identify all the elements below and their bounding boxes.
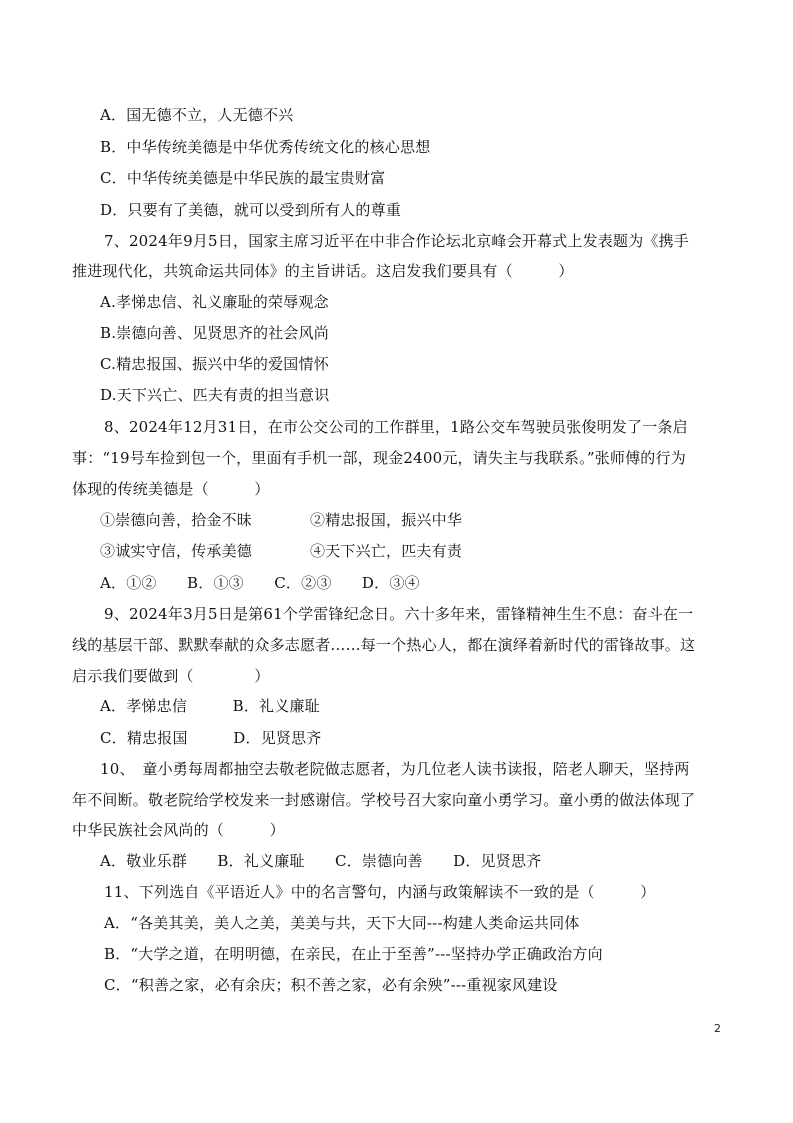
q9-stem-line1: 9、2024年3月5日是第61个学雷锋纪念日。六十多年来，雷锋精神生生不息：奋斗在一	[104, 605, 694, 623]
q11-stem: 11、下列选自《平语近人》中的名言警句，内涵与政策解读不一致的是（ ）	[104, 883, 656, 901]
q7-stem-line2: 推进现代化，共筑命运共同体》的主旨讲话。这启发我们要具有（ ）	[72, 262, 574, 280]
q10-stem-line3: 中华民族社会风尚的（ ）	[72, 821, 285, 839]
q7-option-d: D.天下兴亡、匹夫有责的担当意识	[100, 386, 330, 404]
q7-option-a: A.孝悌忠信、礼义廉耻的荣辱观念	[100, 293, 329, 311]
q10-stem-line1: 10、 童小勇每周都抽空去敬老院做志愿者，为几位老人读书读报，陪老人聊天，坚持两	[100, 760, 690, 778]
q9-stem-line2: 线的基层干部、默默奉献的众多志愿者……每一个热心人，都在演绎着新时代的雷锋故事。这	[72, 636, 696, 654]
q8-statements-row1	[100, 509, 462, 531]
q7-option-c: C.精忠报国、振兴中华的爱国情怀	[100, 355, 329, 373]
q9-options-ab: A．孝悌忠信 B．礼义廉耻	[100, 697, 320, 715]
q8-statement-3: ③诚实守信，传承美德	[100, 542, 253, 560]
q10-stem-line2: 年不间断。敬老院给学校发来一封感谢信。学校号召大家向童小勇学习。童小勇的做法体现了	[72, 791, 696, 809]
q11-option-b: B．“大学之道，在明明德，在亲民，在止于至善”---坚持办学正确政治方向	[104, 945, 603, 963]
q7-stem-line1: 7、2024年9月5日，国家主席习近平在中非合作论坛北京峰会开幕式上发表题为《携手	[104, 232, 690, 250]
q6-option-b: B．中华传统美德是中华优秀传统文化的核心思想	[100, 138, 431, 156]
q7-option-b: B.崇德向善、见贤思齐的社会风尚	[100, 324, 329, 342]
page-number: 2	[714, 1022, 721, 1035]
q11-option-a: A．“各美其美，美人之美，美美与共，天下大同---构建人类命运共同体	[104, 914, 580, 932]
q9-options-cd: C．精忠报国 D．见贤思齐	[100, 729, 322, 747]
q8-statement-2: ②精忠报国，振兴中华	[310, 511, 463, 529]
q11-option-c: C．“积善之家，必有余庆；积不善之家，必有余殃”---重视家风建设	[104, 976, 558, 994]
q8-stem-line1: 8、2024年12月31日，在市公交公司的工作群里，1路公交车驾驶员张俊明发了一条启	[104, 418, 688, 436]
q8-statement-4: ④天下兴亡，匹夫有责	[310, 542, 463, 560]
q8-stem-line2: 事：“19号车捡到包一个，里面有手机一部，现金2400元，请失主与我联系。”张师傅的行为	[72, 449, 686, 467]
q10-options: A．敬业乐群 B．礼义廉耻 C．崇德向善 D．见贤思齐	[100, 852, 542, 870]
q8-statements-row2	[100, 540, 462, 562]
q8-statement-1: ①崇德向善，拾金不昧	[100, 511, 253, 529]
q8-stem-line3: 体现的传统美德是（ ）	[72, 480, 270, 498]
q8-options: A．①② B．①③ C．②③ D．③④	[100, 574, 420, 592]
q6-option-d: D．只要有了美德，就可以受到所有人的尊重	[100, 201, 402, 219]
q9-stem-line3: 启示我们要做到（ ）	[72, 667, 270, 685]
q6-option-c: C．中华传统美德是中华民族的最宝贵财富	[100, 169, 386, 187]
q6-option-a: A．国无德不立，人无德不兴	[100, 106, 294, 124]
